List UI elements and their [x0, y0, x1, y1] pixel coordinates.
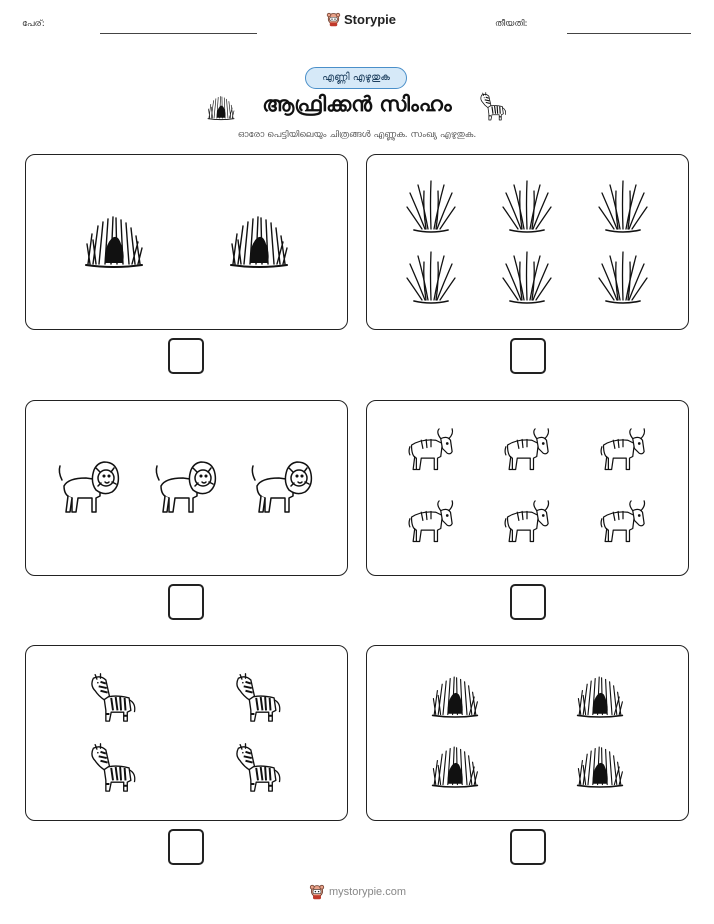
brand-logo [326, 12, 396, 27]
count-panel-6 [366, 645, 689, 821]
footer [309, 884, 406, 900]
grass-icon [406, 250, 456, 304]
zebra-icon [88, 741, 138, 793]
grass-icon [406, 179, 456, 233]
answer-box-6[interactable] [510, 829, 546, 865]
answer-box-1[interactable] [168, 338, 204, 374]
cave-icon [576, 674, 624, 720]
wildebeest-icon [405, 498, 457, 546]
brand-name: Storypie [344, 12, 397, 27]
cave-icon [576, 744, 624, 790]
lion-icon [153, 458, 217, 516]
wildebeest-icon [597, 498, 649, 546]
zebra-icon [233, 741, 283, 793]
answer-box-4[interactable] [510, 584, 546, 620]
wildebeest-icon [597, 426, 649, 474]
name-field[interactable] [100, 33, 257, 34]
grass-icon [598, 179, 648, 233]
name-label: പേര്: [22, 19, 45, 29]
lion-icon [249, 458, 313, 516]
cave-icon [431, 744, 479, 790]
cave-icon [431, 674, 479, 720]
grass-icon [502, 179, 552, 233]
cave-icon [229, 214, 289, 270]
mascot-icon [309, 884, 325, 900]
wildebeest-icon [501, 498, 553, 546]
footer-url[interactable]: mystorypie.com [329, 886, 407, 898]
date-label: തീയതി: [495, 19, 528, 29]
answer-box-5[interactable] [168, 829, 204, 865]
mascot-icon [326, 12, 341, 27]
instructions: ഓരോ പെട്ടിയിലെയും ചിത്രങ്ങൾ എണ്ണുക. സംഖ്യ എഴുതുക. [237, 130, 477, 140]
answer-box-3[interactable] [168, 584, 204, 620]
zebra-icon [233, 671, 283, 723]
count-panel-1 [25, 154, 348, 330]
grass-icon [502, 250, 552, 304]
activity-badge: എണ്ണി എഴുതുക [305, 67, 407, 89]
cave-icon [84, 214, 144, 270]
zebra-icon [478, 91, 508, 121]
answer-box-2[interactable] [510, 338, 546, 374]
zebra-icon [88, 671, 138, 723]
count-panel-5 [25, 645, 348, 821]
page-title: ആഫ്രിക്കൻ സിംഹം [262, 92, 452, 116]
wildebeest-icon [405, 426, 457, 474]
wildebeest-icon [501, 426, 553, 474]
grass-icon [598, 250, 648, 304]
cave-icon [207, 95, 235, 121]
lion-icon [56, 458, 120, 516]
date-field[interactable] [567, 33, 691, 34]
